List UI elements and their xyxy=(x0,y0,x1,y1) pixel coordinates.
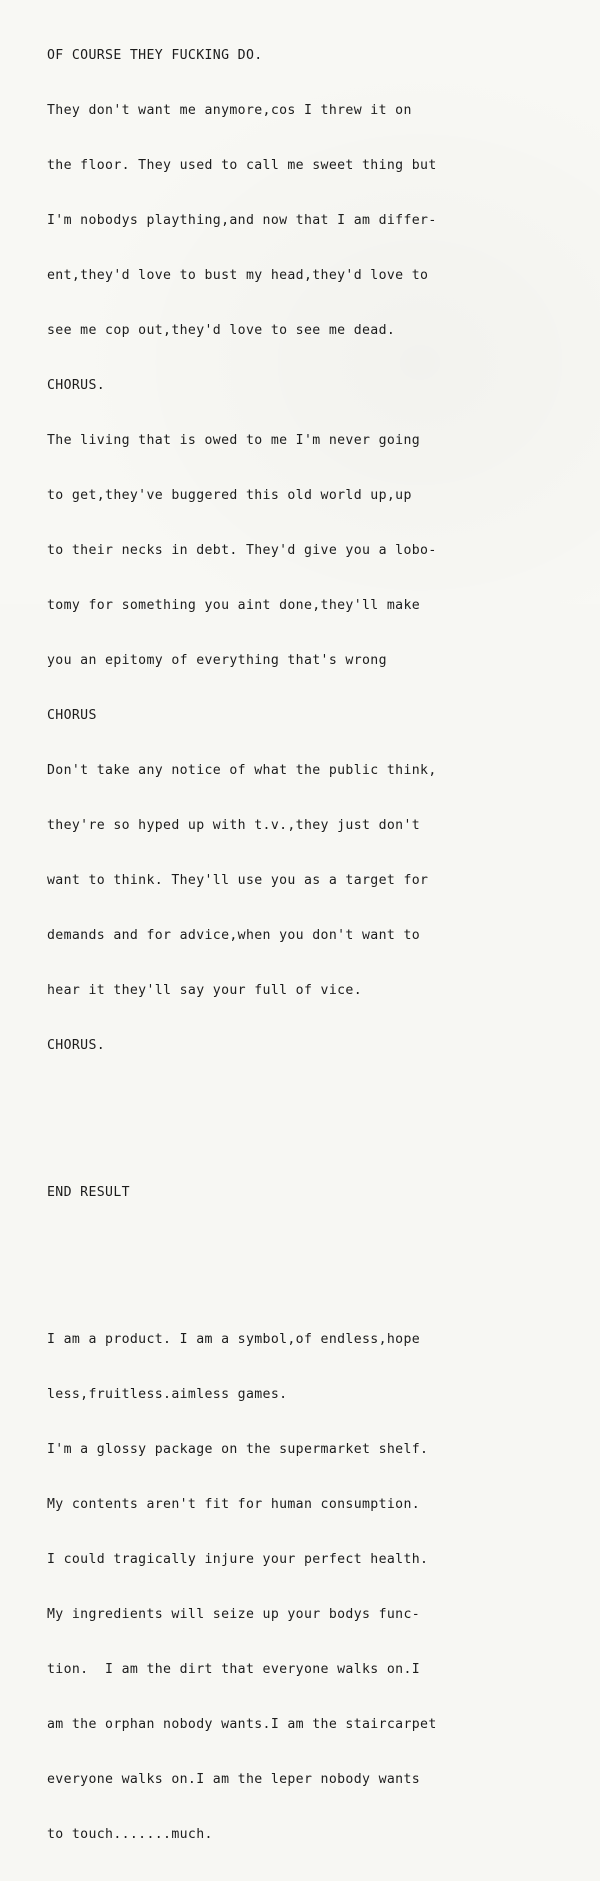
song1-line: the floor. They used to call me sweet thing but xyxy=(47,157,437,173)
song2-line: tion. I am the dirt that everyone walks on.I xyxy=(47,1661,421,1677)
chorus-marker: CHORUS. xyxy=(47,377,106,393)
song1-line: ent,they'd love to bust my head,they'd love to xyxy=(47,267,429,283)
song1-line: They don't want me anymore,cos I threw it on xyxy=(47,102,412,118)
song1-line: to get,they've buggered this old world up,up xyxy=(47,487,412,503)
song2-line: I am a product. I am a symbol,of endless,hope xyxy=(47,1331,421,1347)
lyrics-text-block xyxy=(47,10,587,1881)
song1-line: Don't take any notice of what the public think, xyxy=(47,763,437,779)
song1-line: OF COURSE THEY FUCKING DO. xyxy=(47,47,263,63)
song1-line: you an epitomy of everything that's wrong xyxy=(47,653,387,669)
chorus-marker: CHORUS xyxy=(47,708,97,724)
song2-line: to touch.......much. xyxy=(47,1827,213,1843)
song1-line: demands and for advice,when you don't want to xyxy=(47,928,421,944)
section-gap xyxy=(47,1111,587,1129)
section-gap xyxy=(47,1257,587,1275)
song2-line: am the orphan nobody wants.I am the staircarpet xyxy=(47,1716,437,1732)
song2-line: My contents aren't fit for human consumption. xyxy=(47,1496,421,1512)
song1-line: to their necks in debt. They'd give you a lobo- xyxy=(47,542,437,558)
song2-line: less,fruitless.aimless games. xyxy=(47,1386,288,1402)
song1-line: want to think. They'll use you as a target for xyxy=(47,873,429,889)
song1-line: I'm nobodys plaything,and now that I am differ- xyxy=(47,212,437,228)
song1-line: they're so hyped up with t.v.,they just don't xyxy=(47,818,421,834)
chorus-marker: CHORUS. xyxy=(47,1038,106,1054)
song2-line: I could tragically injure your perfect health. xyxy=(47,1551,429,1567)
song2-line: everyone walks on.I am the leper nobody wants xyxy=(47,1772,421,1787)
song1-line: tomy for something you aint done,they'll make xyxy=(47,598,421,613)
song-title: END RESULT xyxy=(47,1185,130,1200)
song2-line: I'm a glossy package on the supermarket shelf. xyxy=(47,1441,429,1457)
song1-line: The living that is owed to me I'm never going xyxy=(47,432,421,448)
song2-line: My ingredients will seize up your bodys func- xyxy=(47,1606,421,1622)
song1-line: hear it they'll say your full of vice. xyxy=(47,983,363,999)
song1-line: see me cop out,they'd love to see me dead. xyxy=(47,322,396,338)
